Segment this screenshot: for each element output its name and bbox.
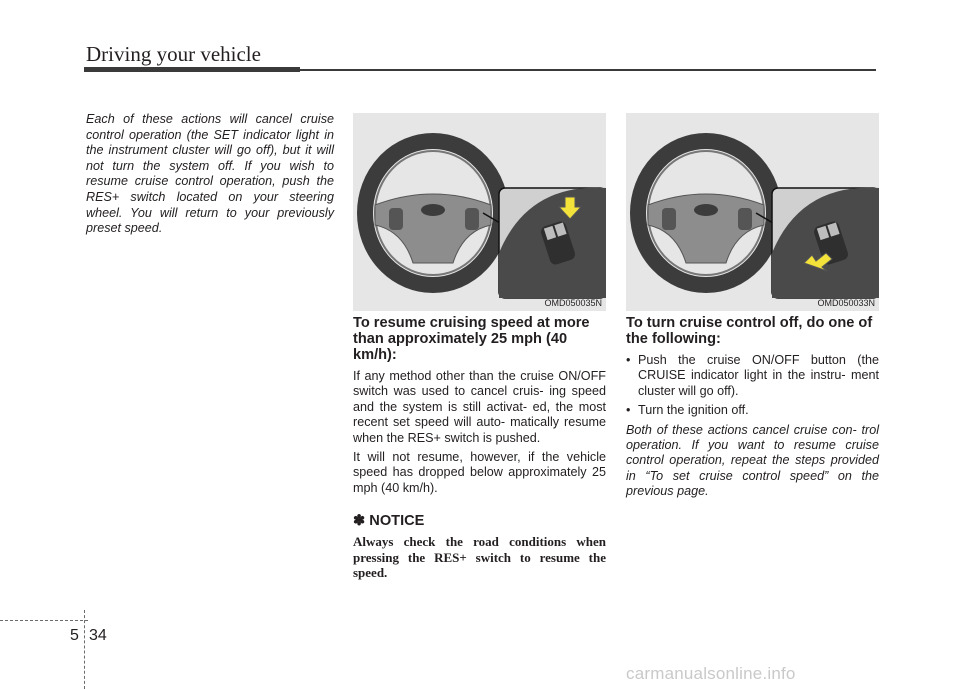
- steering-wheel-illustration: [626, 113, 879, 311]
- notice-heading: ✽ NOTICE: [353, 513, 425, 530]
- header-rule-thin: [300, 69, 876, 71]
- turn-off-bullet-list: [626, 353, 879, 419]
- header-rule-thick: [84, 67, 300, 72]
- footer-dashed-rule-vertical: [84, 610, 85, 689]
- figure-code-label: OMD050033N: [817, 298, 875, 308]
- section-number: 5: [70, 627, 79, 644]
- list-item: [626, 403, 879, 418]
- steering-wheel-figure-1: [353, 113, 606, 311]
- page-header-title: Driving your vehicle: [86, 42, 261, 66]
- steering-wheel-illustration: [353, 113, 606, 311]
- bullet-icon: •: [626, 353, 631, 367]
- turn-off-heading: To turn cruise control off, do one of the following:: [626, 315, 873, 347]
- turn-off-section: [626, 315, 879, 500]
- resume-heading: To resume cruising speed at more than approximately 25 mph (40 km/h):: [353, 315, 590, 363]
- footer-dashed-rule-horizontal: [0, 620, 88, 621]
- watermark: carmanualsonline.info: [626, 664, 796, 683]
- list-item: [626, 353, 879, 399]
- figure-code-label: OMD050035N: [544, 298, 602, 308]
- bullet-icon: •: [626, 403, 631, 418]
- page-number: 34: [89, 627, 107, 644]
- resume-paragraph-2: It will not resume, however, if the vehicle speed has dropped below approximately 25 mph (40 km/h).: [353, 450, 606, 495]
- left-column-text: Each of these actions will cancel cruise control operation (the SET indicator light in the instrument cluster will go off), but it will not turn the system off. If you wish to resume cruise control operation, push the RES+ switch located on your steering wheel. You will return to your previously preset speed.: [86, 112, 334, 236]
- resume-section: [353, 315, 606, 580]
- resume-paragraph-1: If any method other than the cruise ON/OFF switch was used to cancel cruis- ing speed and the system is still activat- ed, the most recent set speed will auto- matically resume when the RES+ switch is pushed.: [353, 369, 606, 445]
- bullet-text: Push the cruise ON/OFF button (the CRUISE indicator light in the instru- ment cluster will go off).: [638, 353, 879, 398]
- notice-text: Always check the road conditions when pressing the RES+ switch to resume the speed.: [353, 534, 606, 581]
- steering-wheel-figure-2: [626, 113, 879, 311]
- turn-off-note: Both of these actions cancel cruise con- trol operation. If you want to resume cruise control operation, repeat the steps provided in “To set cruise control speed” on the previous page.: [626, 422, 879, 499]
- bullet-text: Turn the ignition off.: [638, 403, 749, 418]
